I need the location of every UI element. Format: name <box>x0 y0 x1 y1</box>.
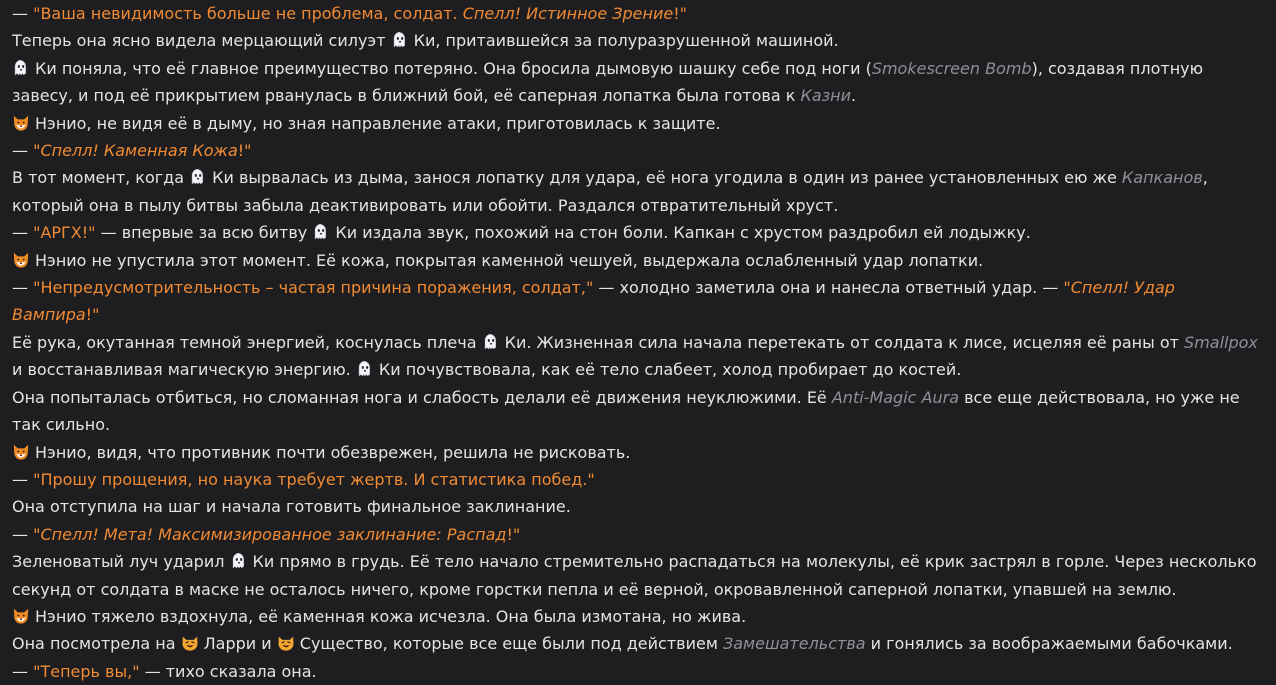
dash: — <box>12 223 34 243</box>
ghost-icon <box>230 552 248 570</box>
narration-text: Она отступила на шаг и начала готовить финальное заклинание. <box>12 497 571 517</box>
narration-text: — холодно заметила она и нанесла ответный удар. — <box>593 278 1064 298</box>
narration-text: ), создавая плотную завесу, и под её прикрытием рванулась в ближний бой, её саперная лопатка была готова к <box>12 58 1204 106</box>
dash: — <box>12 661 34 681</box>
cat-icon <box>277 634 295 652</box>
narration-text: Нэнио не упустила этот момент. Её кожа, покрытая каменной чешуей, выдержала ослабленный удар лопатки. <box>35 250 984 270</box>
ghost-icon <box>12 59 30 77</box>
narration-text: Ки почувствовала, как её тело слабеет, холод пробирает до костей. <box>378 360 962 380</box>
narration-line-16 <box>12 548 1264 603</box>
dialogue-line-13 <box>12 466 1264 493</box>
quote-text: "Теперь вы," <box>33 661 140 681</box>
dash: — <box>12 141 34 161</box>
skill-name: Казни <box>800 86 852 106</box>
narration-line-12 <box>12 439 1264 466</box>
fox-icon <box>12 607 30 625</box>
chat-log <box>12 0 1264 685</box>
dialogue-line-9 <box>12 274 1264 329</box>
narration-line-18 <box>12 630 1264 657</box>
cat-icon <box>181 634 199 652</box>
quote-text: "Ваша невидимость больше не проблема, солдат. <box>33 4 463 23</box>
quote-text: " <box>33 141 41 161</box>
narration-text: и восстанавливая магическую энергию. <box>12 360 356 380</box>
narration-text: Ки прямо в грудь. Её тело начало стремительно распадаться на молекулы, её крик застрял в горле. Через несколько секунд от солдата в маске не осталось ничего, кроме горстки пепла и её верной, окровавленной саперной лопатки, упавшей на землю. <box>12 552 1257 599</box>
skill-name: Smokescreen Bomb <box>871 58 1032 78</box>
fox-icon <box>12 114 30 132</box>
quote-text: " <box>1063 278 1071 298</box>
narration-text: Ки издала звук, похожий на стон боли. Капкан с хрустом раздробил ей лодыжку. <box>335 223 1031 243</box>
narration-text: Нэнио, видя, что противник почти обезврежен, решила не рисковать. <box>35 442 631 462</box>
narration-text: — впервые за всю битву <box>95 223 313 243</box>
dialogue-line-1 <box>12 0 1264 27</box>
narration-text: Существо, которые все еще были под действием <box>299 634 723 654</box>
quote-text: "Непредусмотрительность – частая причина поражения, солдат," <box>33 278 594 298</box>
quote-text: !" <box>673 4 687 23</box>
narration-line-6 <box>12 164 1264 219</box>
spell-name: Спелл! Истинное Зрение <box>462 4 674 23</box>
quote-text: "Прошу прощения, но наука требует жертв. И статистика побед." <box>33 469 595 489</box>
narration-line-2 <box>12 27 1264 54</box>
quote-text: !" <box>506 524 521 544</box>
dialogue-line-19 <box>12 658 1264 685</box>
spell-name: Спелл! Мета! Максимизированное заклинание: Распад <box>40 524 507 544</box>
narration-line-8 <box>12 247 1264 274</box>
fox-icon <box>12 443 30 461</box>
quote-text: !" <box>85 305 100 325</box>
narration-line-14 <box>12 493 1264 520</box>
narration-line-11 <box>12 384 1264 439</box>
narration-text: Ки вырвалась из дыма, занося лопатку для удара, её нога угодила в один из ранее установленных ею же <box>212 168 1122 188</box>
spell-name: Спелл! Удар Вампира <box>12 278 1175 325</box>
dash: — <box>12 4 34 23</box>
narration-text: Теперь она ясно видела мерцающий силуэт <box>12 31 391 51</box>
ghost-icon <box>312 223 330 241</box>
skill-name: Замешательства <box>722 634 866 654</box>
quote-text: " <box>33 524 41 544</box>
narration-text: Ки. Жизненная сила начала перетекать от солдата к лисе, исцеляя её раны от <box>504 332 1185 352</box>
dash: — <box>12 524 34 544</box>
ghost-icon <box>391 31 409 49</box>
narration-text: . <box>851 86 857 106</box>
ghost-icon <box>356 360 374 378</box>
dash: — <box>12 278 34 298</box>
narration-text: Ларри и <box>203 634 277 654</box>
dialogue-line-5 <box>12 137 1264 164</box>
skill-name: Smallpox <box>1184 332 1258 352</box>
narration-text: и гонялись за воображаемыми бабочками. <box>865 634 1233 654</box>
narration-text: Ки поняла, что её главное преимущество потеряно. Она бросила дымовую шашку себе под ноги ( <box>35 58 872 78</box>
narration-text: — тихо сказала она. <box>139 661 317 681</box>
narration-text: Её рука, окутанная темной энергией, коснулась плеча <box>12 332 482 352</box>
narration-line-3 <box>12 55 1264 110</box>
narration-text: все еще действовала, но уже не так сильно. <box>12 387 1240 435</box>
dialogue-line-7 <box>12 219 1264 246</box>
quote-text: "АРГХ!" <box>33 223 96 243</box>
narration-text: Она посмотрела на <box>12 634 181 654</box>
skill-name: Капканов <box>1121 168 1203 188</box>
narration-text: Нэнио тяжело вздохнула, её каменная кожа исчезла. Она была измотана, но жива. <box>35 606 747 626</box>
narration-text: Нэнио, не видя её в дыму, но зная направление атаки, приготовилась к защите. <box>35 113 721 133</box>
ghost-icon <box>189 168 207 186</box>
narration-text: , который она в пылу битвы забыла деактивировать или обойти. Раздался отвратительный хруст. <box>12 168 1208 215</box>
narration-text: Она попыталась отбиться, но сломанная нога и слабость делали её движения неуклюжими. Её <box>12 387 832 407</box>
narration-text: Ки, притаившейся за полуразрушенной машиной. <box>413 31 839 51</box>
ghost-icon <box>482 333 500 351</box>
spell-name: Спелл! Каменная Кожа <box>40 141 238 161</box>
narration-line-10 <box>12 329 1264 384</box>
quote-text: !" <box>237 141 252 161</box>
narration-line-17 <box>12 603 1264 630</box>
narration-line-4 <box>12 110 1264 137</box>
dash: — <box>12 469 34 489</box>
narration-text: В тот момент, когда <box>12 168 190 188</box>
fox-icon <box>12 251 30 269</box>
narration-text: Зеленоватый луч ударил <box>12 552 230 572</box>
skill-name: Anti-Magic Aura <box>831 387 959 407</box>
dialogue-line-15 <box>12 521 1264 548</box>
